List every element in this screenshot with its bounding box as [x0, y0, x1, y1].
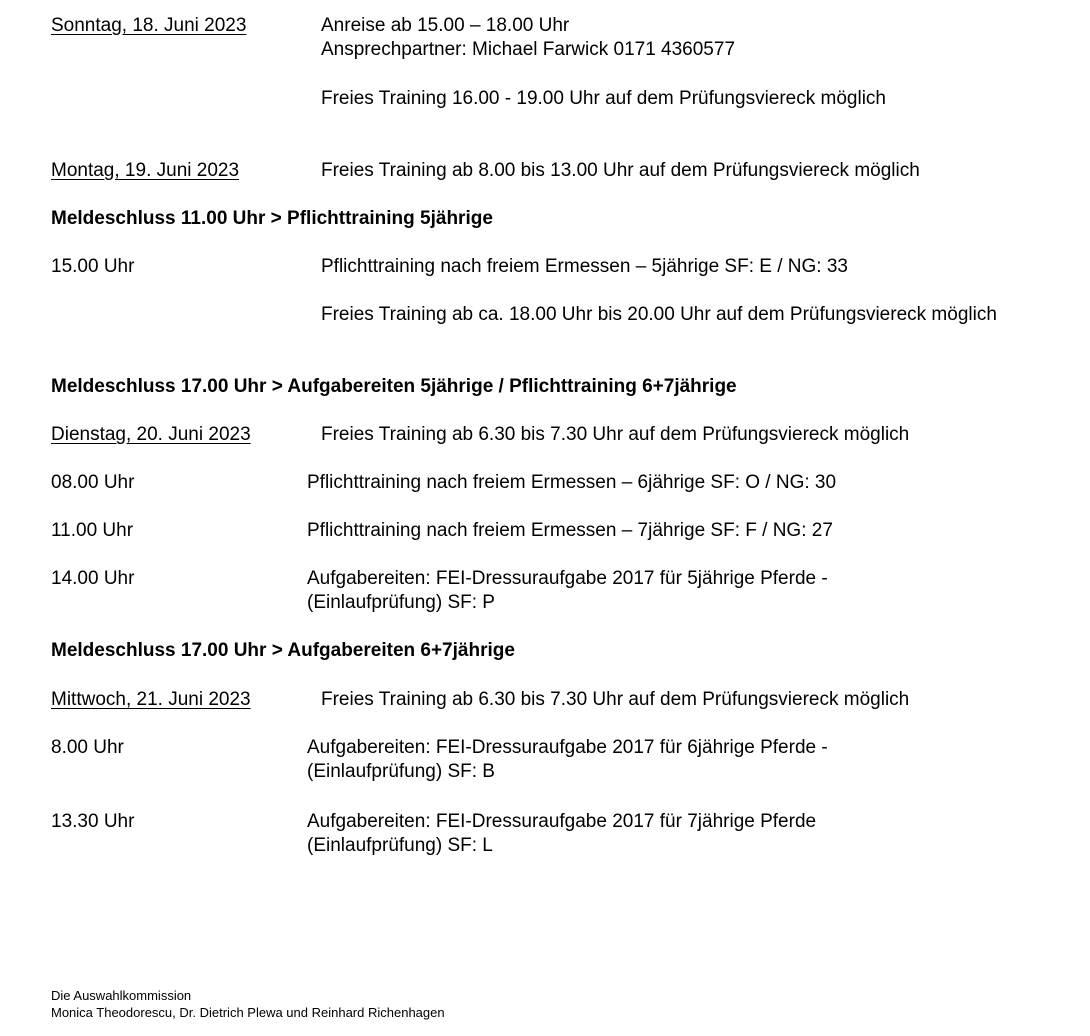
- date-sunday: Sonntag, 18. Juni 2023: [51, 15, 247, 36]
- deadline-heading-1: Meldeschluss 11.00 Uhr > Pflichttraining 5jährige: [51, 208, 493, 229]
- entry-text-5-line2: (Einlaufprüfung) SF: B: [307, 761, 495, 782]
- sunday-training: Freies Training 16.00 - 19.00 Uhr auf dem Prüfungsviereck möglich: [321, 88, 886, 109]
- entry-time-6: 13.30 Uhr: [51, 811, 135, 832]
- wednesday-training: Freies Training ab 6.30 bis 7.30 Uhr auf dem Prüfungsviereck möglich: [321, 689, 910, 710]
- entry-time-3: 11.00 Uhr: [51, 520, 134, 541]
- entry-time-4: 14.00 Uhr: [51, 568, 135, 589]
- entry-text-4-line2: (Einlaufprüfung) SF: P: [307, 592, 495, 613]
- entry-text-1b: Freies Training ab ca. 18.00 Uhr bis 20.00 Uhr auf dem Prüfungsviereck möglich: [321, 304, 997, 325]
- deadline-heading-3: Meldeschluss 17.00 Uhr > Aufgabereiten 6+7jährige: [51, 640, 515, 661]
- entry-text-4-line1: Aufgabereiten: FEI-Dressuraufgabe 2017 für 5jährige Pferde -: [307, 568, 828, 589]
- footer-committee: Die Auswahlkommission: [51, 988, 192, 1003]
- monday-training: Freies Training ab 8.00 bis 13.00 Uhr auf dem Prüfungsviereck möglich: [321, 160, 920, 181]
- entry-text-6-line1: Aufgabereiten: FEI-Dressuraufgabe 2017 für 7jährige Pferde: [307, 811, 817, 832]
- footer-members: Monica Theodorescu, Dr. Dietrich Plewa und Reinhard Richenhagen: [51, 1005, 445, 1020]
- entry-text-2: Pflichttraining nach freiem Ermessen – 6jährige SF: O / NG: 30: [307, 472, 837, 493]
- date-wednesday: Mittwoch, 21. Juni 2023: [51, 689, 251, 710]
- entry-time-5: 8.00 Uhr: [51, 737, 124, 758]
- tuesday-training: Freies Training ab 6.30 bis 7.30 Uhr auf dem Prüfungsviereck möglich: [321, 424, 910, 445]
- date-tuesday: Dienstag, 20. Juni 2023: [51, 424, 251, 445]
- date-monday: Montag, 19. Juni 2023: [51, 160, 240, 181]
- entry-time-2: 08.00 Uhr: [51, 472, 135, 493]
- sunday-contact: Ansprechpartner: Michael Farwick 0171 4360577: [321, 39, 736, 60]
- deadline-heading-2: Meldeschluss 17.00 Uhr > Aufgabereiten 5jährige / Pflichttraining 6+7jährige: [51, 376, 737, 397]
- sunday-arrival: Anreise ab 15.00 – 18.00 Uhr: [321, 15, 570, 36]
- entry-time-1: 15.00 Uhr: [51, 256, 135, 277]
- entry-text-3: Pflichttraining nach freiem Ermessen – 7jährige SF: F / NG: 27: [307, 520, 833, 541]
- entry-text-6-line2: (Einlaufprüfung) SF: L: [307, 835, 493, 856]
- entry-text-1: Pflichttraining nach freiem Ermessen – 5jährige SF: E / NG: 33: [321, 256, 848, 277]
- entry-text-5-line1: Aufgabereiten: FEI-Dressuraufgabe 2017 für 6jährige Pferde -: [307, 737, 828, 758]
